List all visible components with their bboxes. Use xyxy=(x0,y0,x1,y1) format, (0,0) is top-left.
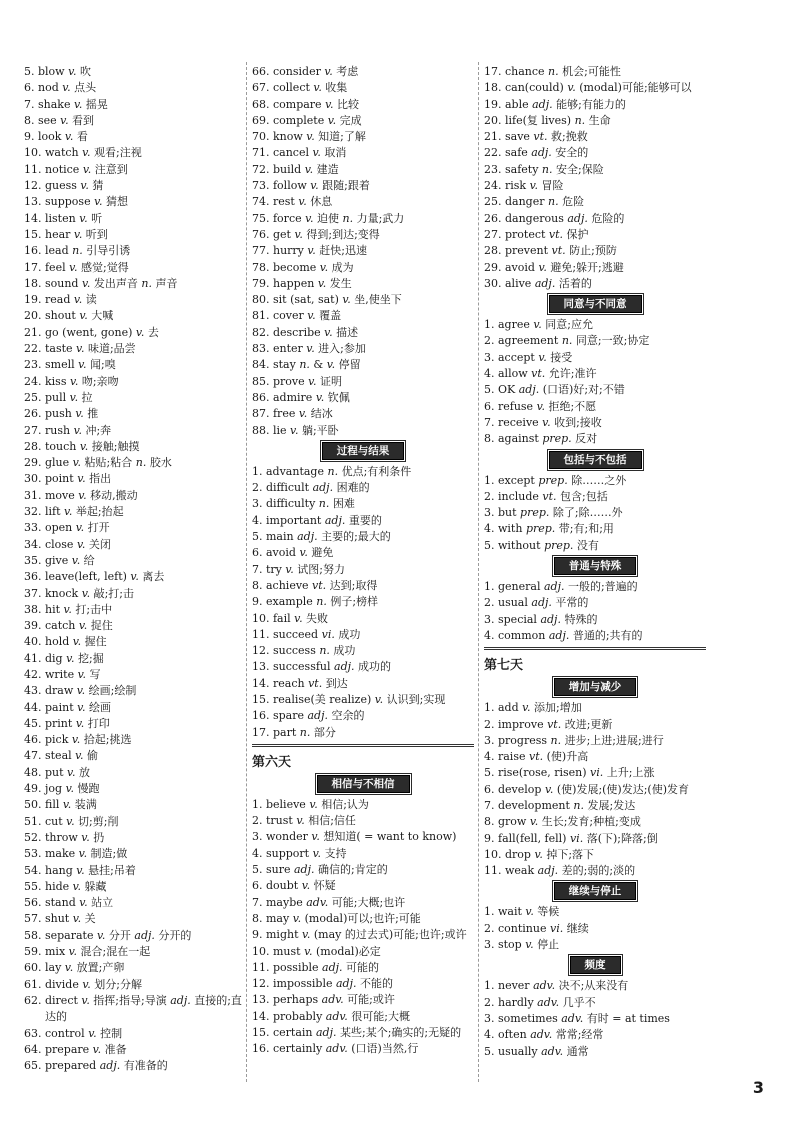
vocab-entry: 7. development n. 发展;发达 xyxy=(484,798,636,812)
vocab-entry: 65. prepared adj. 有准备的 xyxy=(24,1059,168,1073)
vocab-entry: 86. admire v. 钦佩 xyxy=(252,390,350,404)
vocab-entry: 20. life(复 lives) n. 生命 xyxy=(484,113,611,127)
vocab-entry: 3. difficulty n. 困难 xyxy=(252,497,355,511)
vocab-entry: 64. prepare v. 准备 xyxy=(24,1042,127,1056)
vocab-entry: 12. success n. 成功 xyxy=(252,644,356,658)
vocab-entry: 54. hang v. 悬挂;吊着 xyxy=(24,863,136,877)
vocab-entry: 5. blow v. 吹 xyxy=(24,65,91,78)
vocab-entry: 5. OK adj. (口语)好;对;不错 xyxy=(484,383,625,397)
vocab-entry: 81. cover v. 覆盖 xyxy=(252,309,342,323)
vocab-entry: 15. certain adj. 某些;某个;确实的;无疑的 xyxy=(252,1026,462,1040)
vocab-entry: 40. hold v. 握住 xyxy=(24,635,107,649)
vocab-entry: 4. with prep. 带;有;和;用 xyxy=(484,522,614,536)
vocab-entry: 69. complete v. 完成 xyxy=(252,113,362,127)
vocab-entry: 5. sure adj. 确信的;肯定的 xyxy=(252,863,388,877)
vocab-entry: 7. try v. 试图;努力 xyxy=(252,562,345,576)
vocab-entry: 41. dig v. 挖;掘 xyxy=(24,651,104,665)
section-header-label: 同意与不同意 xyxy=(549,295,642,313)
vocab-entry: 45. print v. 打印 xyxy=(24,716,110,730)
vocab-entry: 24. kiss v. 吻;亲吻 xyxy=(24,374,119,388)
vocab-entry: 44. paint v. 绘画 xyxy=(24,700,112,714)
vocab-entry: 50. fill v. 装满 xyxy=(24,798,97,812)
vocab-entry: 59. mix v. 混合;混在一起 xyxy=(24,945,151,959)
vocab-entry: 1. general adj. 一般的;普遍的 xyxy=(484,580,638,594)
vocab-entry: 78. become v. 成为 xyxy=(252,260,354,274)
vocab-entry: 18. can(could) v. (modal)可能;能够可以 xyxy=(484,81,692,95)
vocab-entry: 29. avoid v. 避免;躲开;逃避 xyxy=(484,260,624,274)
vocab-entry: 30. alive adj. 活着的 xyxy=(484,276,592,290)
vocab-entry: 19. read v. 读 xyxy=(24,293,97,307)
vocab-entry: 35. give v. 给 xyxy=(24,553,95,567)
vocab-entry: 2. usual adj. 平常的 xyxy=(484,596,589,610)
vocab-entry: 1. except prep. 除……之外 xyxy=(484,473,627,487)
vocab-entry: 32. lift v. 举起;抬起 xyxy=(24,505,124,519)
vocab-entry: 16. spare adj. 空余的 xyxy=(252,709,365,723)
vocab-entry: 58. separate v. 分开 adj. 分开的 xyxy=(24,928,192,942)
vocab-entry: 3. special adj. 特殊的 xyxy=(484,612,598,626)
vocab-entry: 4. often adv. 常常;经常 xyxy=(484,1028,604,1042)
vocab-entry: 9. fall(fell, fell) vi. 落(下);降落;倒 xyxy=(484,831,658,845)
vocab-entry: 36. leave(left, left) v. 离去 xyxy=(24,570,165,584)
day-heading: 第七天 xyxy=(484,647,706,675)
vocab-entry: 1. never adv. 决不;从来没有 xyxy=(484,979,629,993)
vocab-entry: 10. watch v. 观看;注视 xyxy=(24,146,142,160)
vocab-entry: 6. nod v. 点头 xyxy=(24,81,97,95)
vocab-entry: 26. push v. 推 xyxy=(24,407,99,421)
vocab-entry: 17. chance n. 机会;可能性 xyxy=(484,65,621,78)
vocab-entry: 19. able adj. 能够;有能力的 xyxy=(484,97,626,111)
vocab-entry: 30. point v. 指出 xyxy=(24,472,112,486)
vocab-entry: 21. save vt. 救;挽救 xyxy=(484,130,588,144)
vocab-entry: 27. protect vt. 保护 xyxy=(484,227,589,241)
vocab-column-3 xyxy=(484,64,706,1060)
section-header xyxy=(484,451,706,469)
vocab-entry: 2. hardly adv. 几乎不 xyxy=(484,995,596,1009)
vocab-entry: 16. lead n. 引导引诱 xyxy=(24,244,131,258)
vocab-entry: 1. advantage n. 优点;有利条件 xyxy=(252,464,412,478)
vocab-entry: 77. hurry v. 赶快;迅速 xyxy=(252,244,367,258)
vocab-entry: 22. taste v. 味道;品尝 xyxy=(24,342,136,356)
vocab-entry: 73. follow v. 跟随;跟着 xyxy=(252,179,370,193)
vocab-entry: 87. free v. 结冰 xyxy=(252,407,333,421)
vocab-entry: 22. safe adj. 安全的 xyxy=(484,146,589,160)
section-header xyxy=(484,557,706,575)
vocab-entry: 25. danger n. 危险 xyxy=(484,195,585,209)
vocab-entry: 71. cancel v. 取消 xyxy=(252,146,347,160)
vocab-entry: 48. put v. 放 xyxy=(24,765,90,779)
vocab-entry: 12. impossible adj. 不能的 xyxy=(252,977,393,991)
vocab-entry: 8. grow v. 生长;发育;种植;变成 xyxy=(484,815,641,829)
section-header xyxy=(252,775,474,793)
vocab-entry: 2. trust v. 相信;信任 xyxy=(252,814,356,828)
vocab-entry: 66. consider v. 考虑 xyxy=(252,65,359,78)
vocab-entry: 28. touch v. 接触;触摸 xyxy=(24,439,140,453)
vocab-entry: 88. lie v. 躺;平卧 xyxy=(252,423,339,437)
vocab-entry: 80. sit (sat, sat) v. 坐,使坐下 xyxy=(252,293,402,307)
vocab-entry: 14. probably adv. 很可能;大概 xyxy=(252,1009,411,1023)
vocab-entry: 21. go (went, gone) v. 去 xyxy=(24,325,159,339)
vocab-entry: 38. hit v. 打;击中 xyxy=(24,602,113,616)
vocab-entry: 4. support v. 支持 xyxy=(252,846,347,860)
vocab-entry: 5. main adj. 主要的;最大的 xyxy=(252,530,391,544)
vocab-entry: 2. continue vi. 继续 xyxy=(484,921,589,935)
vocab-entry: 51. cut v. 切;剪;削 xyxy=(24,814,119,828)
vocab-entry: 1. add v. 添加;增加 xyxy=(484,701,582,715)
vocab-entry: 26. dangerous adj. 危险的 xyxy=(484,211,625,225)
section-header-label: 相信与不相信 xyxy=(317,775,410,793)
section-header xyxy=(484,882,706,900)
vocab-entry: 42. write v. 写 xyxy=(24,667,101,681)
vocab-entry: 72. build v. 建造 xyxy=(252,162,339,176)
vocab-entry: 6. refuse v. 拒绝;不愿 xyxy=(484,399,597,413)
vocab-entry: 85. prove v. 证明 xyxy=(252,374,343,388)
vocab-entry: 14. listen v. 听 xyxy=(24,211,103,225)
section-header xyxy=(484,956,706,974)
section-header xyxy=(252,442,474,460)
vocab-entry: 3. wonder v. 想知道( = want to know) xyxy=(252,830,457,844)
vocab-entry: 13. successful adj. 成功的 xyxy=(252,660,392,674)
vocab-entry: 16. certainly adv. (口语)当然,行 xyxy=(252,1042,419,1056)
section-header-label: 包括与不包括 xyxy=(549,451,642,469)
vocab-entry: 4. raise vt. (使)升高 xyxy=(484,750,589,764)
vocab-entry: 13. perhaps adv. 可能;或许 xyxy=(252,993,395,1007)
vocab-entry: 8. see v. 看到 xyxy=(24,113,95,127)
vocab-entry: 74. rest v. 休息 xyxy=(252,195,333,209)
vocab-entry: 2. agreement n. 同意;一致;协定 xyxy=(484,334,650,348)
vocab-entry: 3. stop v. 停止 xyxy=(484,938,560,952)
section-header-label: 频度 xyxy=(570,956,621,974)
vocab-entry: 79. happen v. 发生 xyxy=(252,276,352,290)
vocab-entry: 7. shake v. 摇晃 xyxy=(24,97,108,111)
vocab-entry: 5. without prep. 没有 xyxy=(484,538,599,552)
vocab-entry: 3. progress n. 进步;上进;进展;进行 xyxy=(484,733,664,747)
vocab-entry: 31. move v. 移动,搬动 xyxy=(24,488,138,502)
section-header xyxy=(484,678,706,696)
vocab-entry: 10. fail v. 失败 xyxy=(252,611,329,625)
vocab-entry: 20. shout v. 大喊 xyxy=(24,309,114,323)
vocab-entry: 3. but prep. 除了;除……外 xyxy=(484,506,623,520)
page-number: 3 xyxy=(752,1078,764,1097)
vocab-entry: 5. rise(rose, risen) vi. 上升;上涨 xyxy=(484,766,655,780)
vocab-entry: 23. safety n. 安全;保险 xyxy=(484,162,604,176)
column-divider xyxy=(246,62,247,1082)
vocab-entry: 5. usually adv. 通常 xyxy=(484,1044,589,1058)
vocab-entry: 84. stay n. & v. 停留 xyxy=(252,358,361,372)
vocab-entry: 57. shut v. 关 xyxy=(24,912,96,926)
vocab-entry: 62. direct v. 指挥;指导;导演 adj. 直接的;直达的 xyxy=(24,993,242,1024)
vocab-entry: 2. include vt. 包含;包括 xyxy=(484,489,608,503)
section-header-label: 普通与特殊 xyxy=(554,557,637,575)
section-header-label: 增加与减少 xyxy=(554,678,637,696)
vocab-entry: 7. maybe adv. 可能;大概;也许 xyxy=(252,895,406,909)
vocab-entry: 13. suppose v. 猜想 xyxy=(24,195,128,209)
vocab-entry: 67. collect v. 收集 xyxy=(252,81,348,95)
vocab-column-1 xyxy=(24,64,242,1074)
section-header-label: 继续与停止 xyxy=(554,882,637,900)
vocab-entry: 53. make v. 制造;做 xyxy=(24,847,128,861)
vocab-entry: 11. weak adj. 差的;弱的;淡的 xyxy=(484,864,636,878)
vocab-entry: 17. part n. 部分 xyxy=(252,725,336,739)
vocab-entry: 3. sometimes adv. 有时 = at times xyxy=(484,1011,670,1025)
vocab-entry: 10. must v. (modal)必定 xyxy=(252,944,381,958)
vocab-entry: 25. pull v. 拉 xyxy=(24,390,93,404)
vocab-entry: 1. wait v. 等候 xyxy=(484,905,560,919)
vocab-entry: 46. pick v. 拾起;挑选 xyxy=(24,733,132,747)
vocab-entry: 39. catch v. 捉住 xyxy=(24,619,113,633)
vocab-entry: 29. glue v. 粘贴;粘合 n. 胶水 xyxy=(24,456,172,470)
vocab-entry: 70. know v. 知道;了解 xyxy=(252,130,366,144)
vocab-entry: 37. knock v. 敲;打;击 xyxy=(24,586,135,600)
vocab-entry: 18. sound v. 发出声音 n. 声音 xyxy=(24,276,178,290)
vocab-entry: 9. look v. 看 xyxy=(24,130,88,144)
vocab-entry: 12. guess v. 猜 xyxy=(24,179,104,193)
vocab-entry: 10. drop v. 掉下;落下 xyxy=(484,847,595,861)
vocab-entry: 4. important adj. 重要的 xyxy=(252,513,382,527)
vocab-entry: 75. force v. 迫使 n. 力量;武力 xyxy=(252,211,405,225)
vocab-entry: 33. open v. 打开 xyxy=(24,521,110,535)
vocab-entry: 17. feel v. 感觉;觉得 xyxy=(24,260,129,274)
section-header-label: 过程与结果 xyxy=(322,442,405,460)
vocab-entry: 6. avoid v. 避免 xyxy=(252,546,334,560)
vocab-entry: 9. example n. 例子;榜样 xyxy=(252,595,379,609)
vocab-entry: 23. smell v. 闻;嗅 xyxy=(24,358,116,372)
section-header xyxy=(484,295,706,313)
column-divider xyxy=(478,62,479,1082)
vocab-entry: 2. difficult adj. 困难的 xyxy=(252,481,370,495)
vocab-entry: 82. describe v. 描述 xyxy=(252,325,359,339)
vocab-column-2 xyxy=(252,64,474,1058)
vocab-entry: 8. against prep. 反对 xyxy=(484,432,598,446)
vocab-entry: 11. succeed vi. 成功 xyxy=(252,627,361,641)
vocab-entry: 6. develop v. (使)发展;(使)发达;(使)发育 xyxy=(484,782,690,796)
vocab-entry: 4. allow vt. 允许;准许 xyxy=(484,367,597,381)
vocab-entry: 3. accept v. 接受 xyxy=(484,350,573,364)
vocab-entry: 68. compare v. 比较 xyxy=(252,97,359,111)
vocab-entry: 34. close v. 关闭 xyxy=(24,537,111,551)
vocab-entry: 8. may v. (modal)可以;也许;可能 xyxy=(252,911,421,925)
vocab-entry: 6. doubt v. 怀疑 xyxy=(252,879,336,893)
vocab-entry: 27. rush v. 冲;奔 xyxy=(24,423,112,437)
vocab-entry: 28. prevent vt. 防止;预防 xyxy=(484,244,617,258)
vocab-entry: 60. lay v. 放置;产卵 xyxy=(24,961,125,975)
vocab-entry: 2. improve vt. 改进;更新 xyxy=(484,717,613,731)
vocab-entry: 1. believe v. 相信;认为 xyxy=(252,797,369,811)
vocab-entry: 8. achieve vt. 达到;取得 xyxy=(252,578,378,592)
vocab-entry: 4. common adj. 普通的;共有的 xyxy=(484,628,643,642)
day-heading: 第六天 xyxy=(252,744,474,772)
vocab-entry: 47. steal v. 偷 xyxy=(24,749,99,763)
vocab-entry: 55. hide v. 躲藏 xyxy=(24,879,107,893)
vocab-entry: 9. might v. (may 的过去式)可能;也许;或许 xyxy=(252,928,467,942)
vocab-entry: 76. get v. 得到;到达;变得 xyxy=(252,227,380,241)
vocab-entry: 11. notice v. 注意到 xyxy=(24,162,128,176)
vocab-entry: 11. possible adj. 可能的 xyxy=(252,960,380,974)
vocab-entry: 52. throw v. 扔 xyxy=(24,830,105,844)
vocab-entry: 7. receive v. 收到;接收 xyxy=(484,415,602,429)
vocab-entry: 15. hear v. 听到 xyxy=(24,227,108,241)
vocab-entry: 61. divide v. 划分;分解 xyxy=(24,977,142,991)
vocab-entry: 63. control v. 控制 xyxy=(24,1026,123,1040)
vocab-entry: 43. draw v. 绘画;绘制 xyxy=(24,684,137,698)
vocab-entry: 49. jog v. 慢跑 xyxy=(24,782,100,796)
vocab-entry: 1. agree v. 同意;应允 xyxy=(484,318,593,332)
vocab-entry: 14. reach vt. 到达 xyxy=(252,676,348,690)
vocab-entry: 24. risk v. 冒险 xyxy=(484,179,564,193)
vocab-entry: 56. stand v. 站立 xyxy=(24,896,114,910)
vocab-entry: 83. enter v. 进入;参加 xyxy=(252,342,366,356)
vocab-entry: 15. realise(美 realize) v. 认识到;实现 xyxy=(252,692,446,706)
